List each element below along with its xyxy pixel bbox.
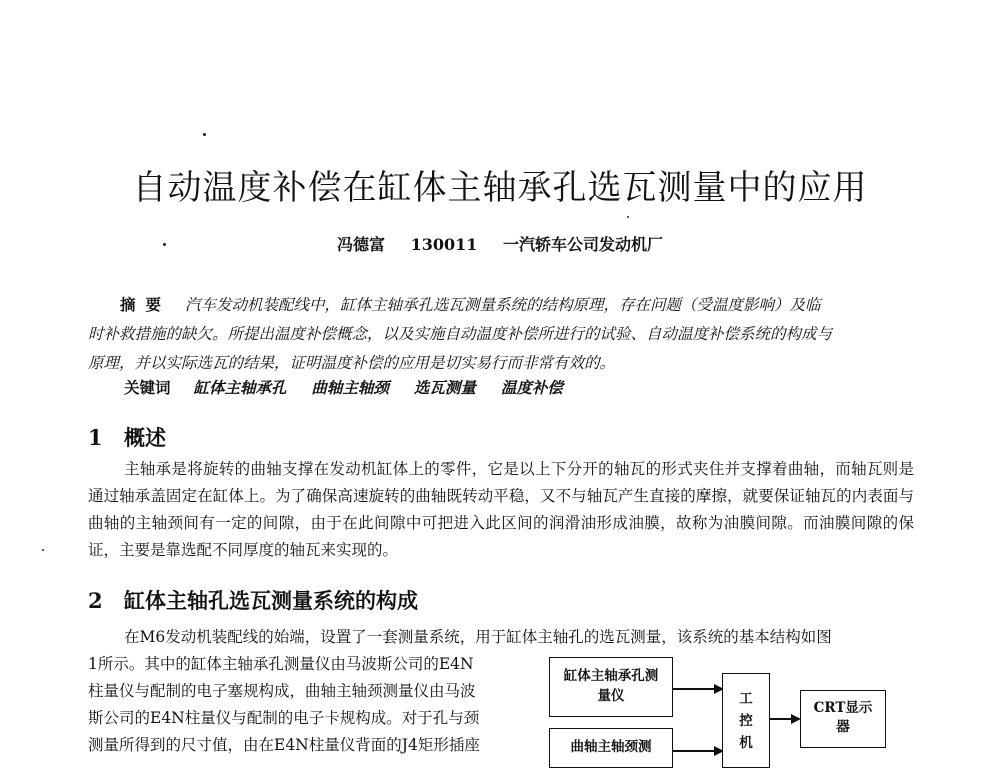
affiliation: 一汽轿车公司发动机厂 [502,235,663,254]
abstract-line-2: 时补救措施的缺欠。所提出温度补偿概念，以及实施自动温度补偿所进行的试验、自动温度补偿系统的构成与 [88,325,833,343]
section-2-paragraph: 在M6发动机装配线的始端，设置了一套测量系统，用于缸体主轴孔的选瓦测量，该系统的基本结构如图 [124,628,832,646]
section-number: 2 [88,588,103,613]
column-line: 1所示。其中的缸体主轴承孔测量仪由马波斯公司的E4N [88,655,474,673]
crt-display-box: CRT显示器 [800,690,886,748]
abstract-line-1 [88,290,916,320]
bore-gauge-box: 缸体主轴承孔测量仪 [549,657,673,717]
keywords [124,376,583,398]
abstract-line-3: 原理，并以实际选瓦的结果，证明温度补偿的应用是切实易行而非常有效的。 [88,354,616,372]
abstract-text-1: 汽车发动机装配线中，缸体主轴承孔选瓦测量系统的结构原理，存在问题（受温度影响）及临 [185,296,821,314]
scan-speck [42,549,44,551]
keywords-label: 关键词 [124,378,171,397]
section-title: 缸体主轴孔选瓦测量系统的构成 [124,589,418,613]
section-2-column-text [88,651,526,759]
byline [0,232,1000,255]
abstract [88,290,916,378]
column-line: 斯公司的E4N柱量仪与配制的电子卡规构成。对于孔与颈 [88,709,480,727]
keyword: 曲轴主轴颈 [311,378,389,397]
postcode: 130011 [410,235,478,254]
column-line: 柱量仪与配制的电子塞规构成，曲轴主轴颈测量仪由马波 [88,682,476,700]
abstract-label: 摘要 [120,295,172,314]
connector-line [673,750,719,752]
author-name: 冯德富 [337,235,386,254]
column-line: 测量所得到的尺寸值，由在E4N柱量仪背面的J4矩形插座 [88,736,480,754]
keyword: 温度补偿 [500,378,563,397]
keyword: 选瓦测量 [413,378,476,397]
section-number: 1 [88,425,103,450]
section-title: 概述 [124,426,166,450]
scan-speck [203,133,206,136]
connector-line [673,688,719,690]
section-1-paragraph: 主轴承是将旋转的曲轴支撑在发动机缸体上的零件，它是以上下分开的轴瓦的形式夹住并支撑着曲轴，而轴瓦则是通过轴承盖固定在缸体上。为了确保高速旋转的曲轴既转动平稳，又不与轴瓦产生直接的摩擦，就要保证轴瓦的内表面与曲轴的主轴颈间有一定的间隙，由于在此间隙中可把进入此区间的润滑油形成油膜，故称为油膜间隙。而油膜间隙的保证，主要是靠选配不同厚度的轴瓦来实现的。 [88,460,914,559]
ipc-box: 工控机 [722,673,770,768]
paper-title: 自动温度补偿在缸体主轴承孔选瓦测量中的应用 [132,168,868,208]
journal-gauge-box: 曲轴主轴颈测 [549,728,673,768]
scan-speck [627,216,629,218]
section-1-heading [88,422,166,452]
keyword: 缸体主轴承孔 [193,378,287,397]
section-2-heading [88,585,418,615]
